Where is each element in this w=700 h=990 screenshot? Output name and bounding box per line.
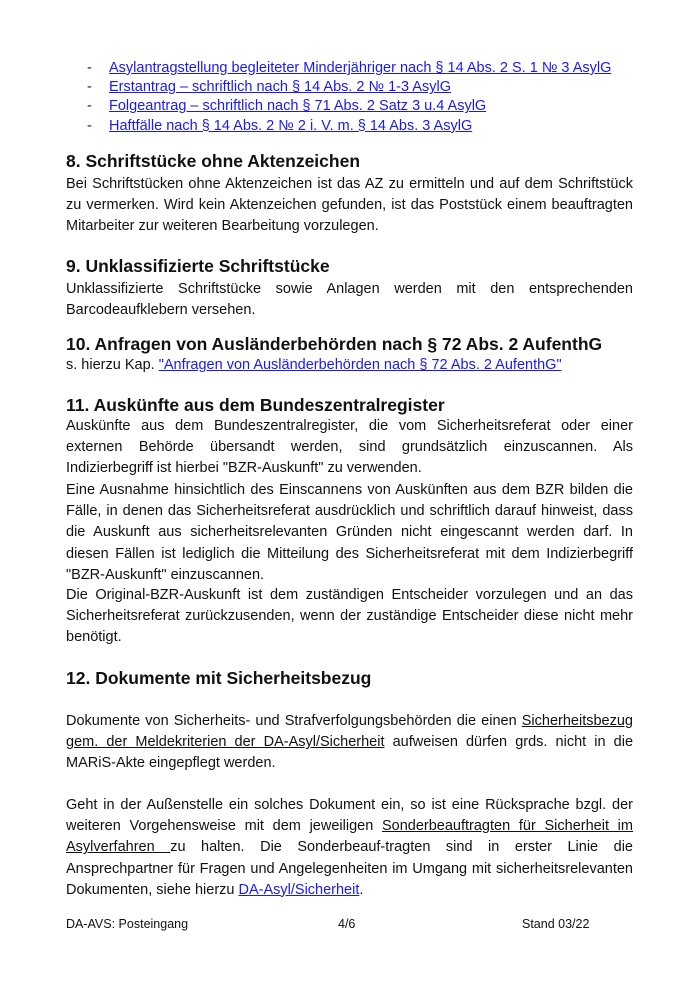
list-item <box>87 59 611 78</box>
link-haftfaelle[interactable]: Haftfälle nach § 14 Abs. 2 № 2 i. V. m. § 14 Abs. 3 AsylG <box>109 117 473 134</box>
s12-p2-end: . <box>359 881 364 898</box>
s12-p1-text-a: Dokumente von Sicherheits- und Strafverfolgungsbehörden die einen <box>66 713 522 729</box>
link-da-asyl-sicherheit[interactable]: DA-Asyl/Sicherheit <box>238 881 360 898</box>
section-9-text: Unklassifizierte Schriftstücke sowie Anlagen werden mit den entsprechenden Barcodeaufklebern versehen. <box>66 281 633 319</box>
list-dash: - <box>87 98 92 115</box>
link-asylantragstellung-minderjaehriger[interactable]: Asylantragstellung begleiteter Minderjähriger nach § 14 Abs. 2 S. 1 № 3 AsylG <box>109 60 612 76</box>
section-11-para-2: Eine Ausnahme hinsichtlich des Einscannens von Auskünften aus dem BZR bilden die Fälle, in denen das Sicherheitsreferat ausdrücklich und schriftlich darauf hinweist, dass die Auskunft aus sicherheitsrelevanten Gründen nicht eingescannt werden darf. In diesen Fällen ist lediglich die Mitteilung des Sicherheitsreferat mit dem Indizierbegriff "BZR-Auskunft" einzuscannen. <box>66 482 633 583</box>
section-8-heading: 8. Schriftstücke ohne Aktenzeichen <box>66 151 361 171</box>
list-dash: - <box>87 60 92 76</box>
section-12-para-2 <box>66 795 633 901</box>
section-11-para-3: Die Original-BZR-Auskunft ist dem zuständigen Entscheider vorzulegen und an das Sicherheitsreferat zurückzusenden, wenn der zuständige Entscheider diese nicht mehr benötigt. <box>66 587 633 646</box>
section-12-para-1 <box>66 711 633 775</box>
list-item <box>87 117 611 136</box>
section-10-heading: 10. Anfragen von Ausländerbehörden nach § 72 Abs. 2 AufenthG <box>66 334 603 354</box>
link-anfragen-auslaenderbehoerden[interactable]: "Anfragen von Ausländerbehörden nach § 72 Abs. 2 AufenthG" <box>158 357 562 373</box>
section-11-para-1: Auskünfte aus dem Bundeszentralregister, die vom Sicherheitsreferat oder einer externen Behörde übersandt werden, sind grundsätzlich einzuscannen. Als Indizierbegriff ist hierbei "BZR-Auskunft" zu verwenden. <box>66 418 633 477</box>
link-folgeantrag[interactable]: Folgeantrag – schriftlich nach § 71 Abs. 2 Satz 3 u.4 AsylG <box>109 98 487 115</box>
sicherheitsbezug-reference: Sicherheitsbezug gem. der Meldekriterien der DA-Asyl/Sicherheit <box>66 713 633 751</box>
footer-version: Stand 03/22 <box>522 917 590 931</box>
section-10-prefix: s. hierzu Kap. <box>66 357 159 373</box>
link-erstantrag[interactable]: Erstantrag – schriftlich nach § 14 Abs. 2 № 1-3 AsylG <box>109 79 451 96</box>
footer-page-number: 4/6 <box>338 917 356 931</box>
section-8-text: Bei Schriftstücken ohne Aktenzeichen ist das AZ zu ermitteln und auf dem Schriftstück zu vermerken. Wird kein Aktenzeichen gefunden, ist das Poststück einem beauftragten Mitarbeiter zur weiteren Bearbeitung vorzulegen. <box>66 176 633 235</box>
section-10-text <box>66 355 633 376</box>
list-dash: - <box>87 79 92 96</box>
list-item <box>87 97 611 116</box>
s12-p2-text-a: Geht in der Außenstelle ein solches Dokument ein, so ist eine Rücksprache bzgl. der weiteren Vorgehensweise mit dem jeweiligen <box>66 797 633 835</box>
section-9-heading: 9. Unklassifizierte Schriftstücke <box>66 256 330 276</box>
sonderbeauftragte-reference: Sonderbeauftragten für Sicherheit im Asylverfahren <box>66 818 633 856</box>
link-list <box>87 59 611 136</box>
footer-document-title: DA-AVS: Posteingang <box>66 917 189 931</box>
s12-p1-text-b: aufweisen dürfen grds. nicht in die MARiS-Akte eingepflegt werden. <box>66 734 634 772</box>
list-dash: - <box>87 117 92 134</box>
section-11-heading: 11. Auskünfte aus dem Bundeszentralregister <box>66 395 445 415</box>
list-item <box>87 78 611 97</box>
s12-p2-text-b: zu halten. Die Sonderbeauf-tragten sind in erster Linie die Ansprechpartner für Fragen und Angelegenheiten im Umgang mit sicherheitsrelevanten Dokumenten, siehe hierzu <box>66 839 633 898</box>
section-12-heading: 12. Dokumente mit Sicherheitsbezug <box>66 668 372 688</box>
